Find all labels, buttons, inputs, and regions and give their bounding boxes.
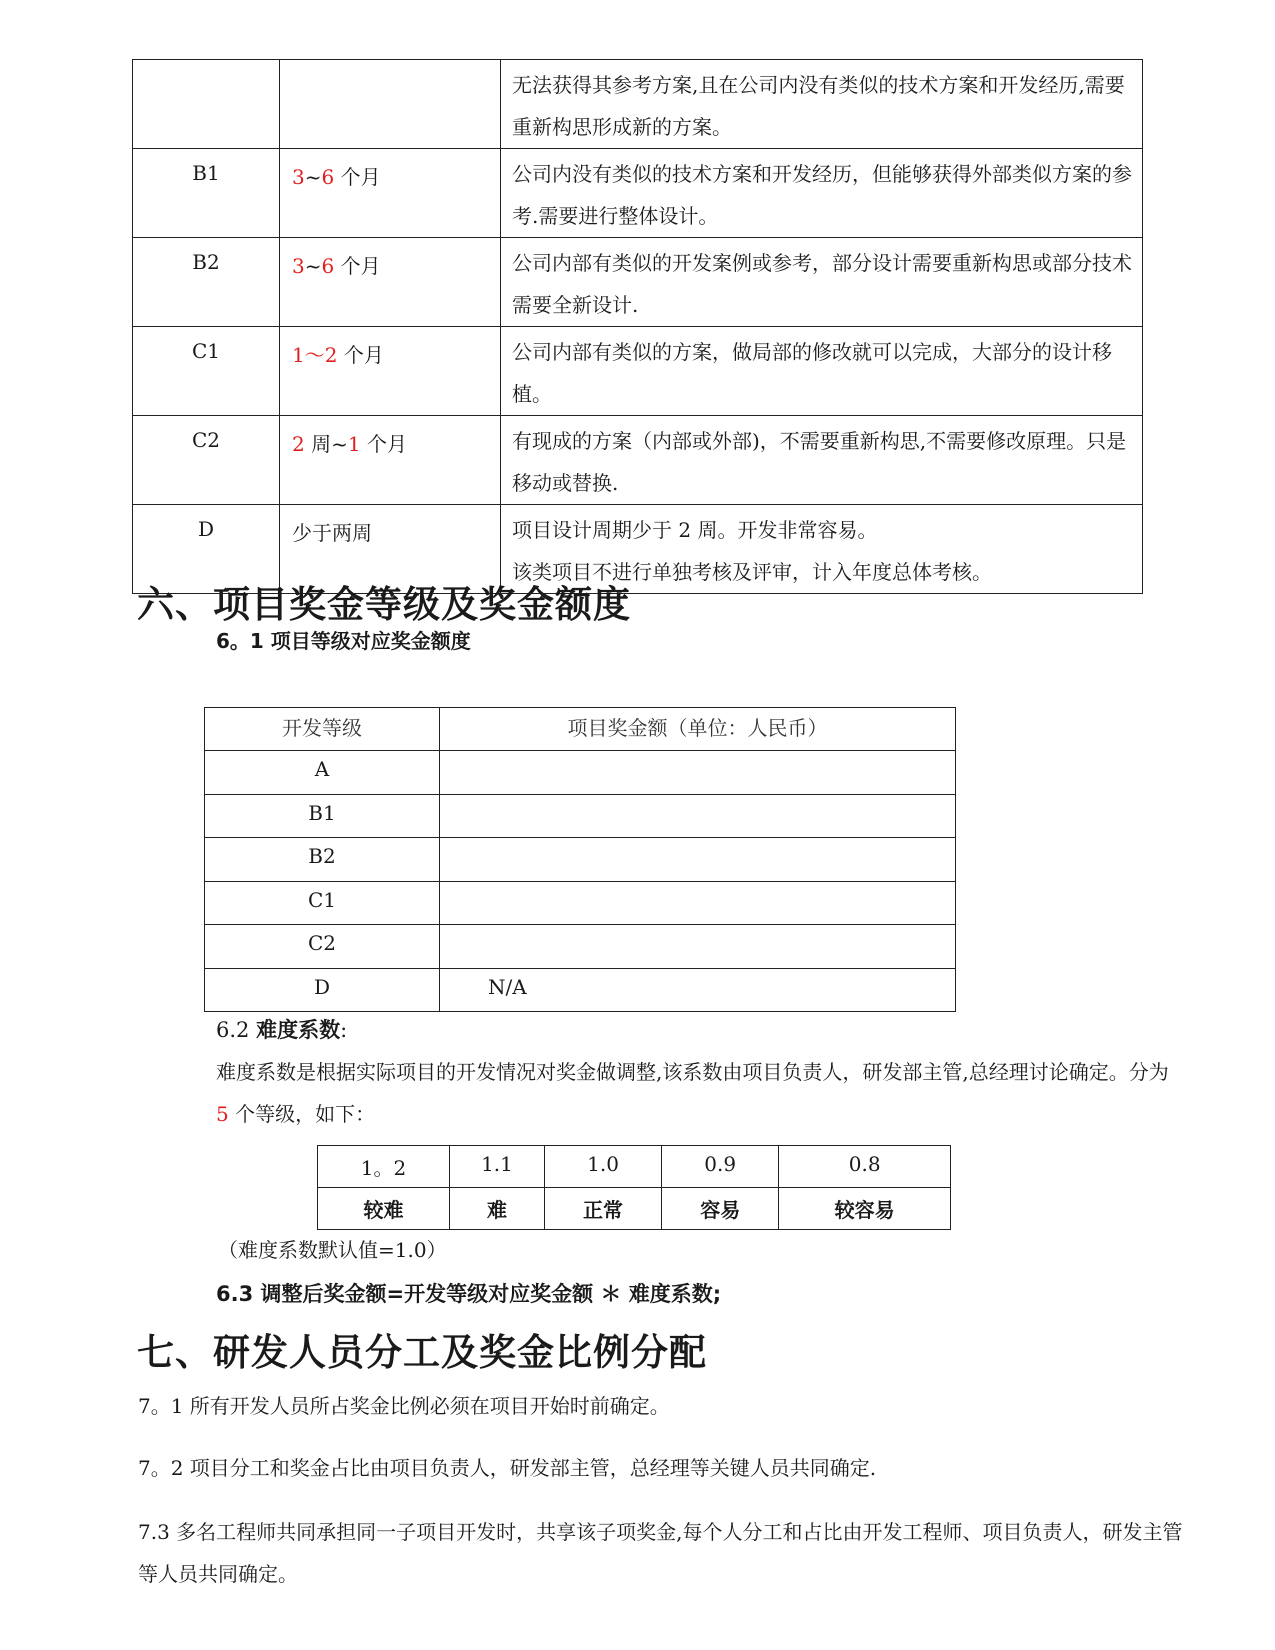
description-cell: 无法获得其参考方案,且在公司内没有类似的技术方案和开发经历,需要重新构思形成新的方案。 <box>501 60 1143 149</box>
paragraph-7-2: 7。2 项目分工和奖金占比由项目负责人，研发部主管，总经理等关键人员共同确定. <box>138 1456 877 1480</box>
coefficient-label: 正常 <box>544 1188 661 1230</box>
subsection-6-2-title <box>216 1014 347 1044</box>
period-end: 1 <box>347 432 361 456</box>
period-end: 2 <box>324 343 338 367</box>
grade-cell: B2 <box>205 838 440 882</box>
table-row <box>205 794 956 838</box>
level-count: 5 <box>216 1102 229 1126</box>
amount-cell: N/A <box>440 968 956 1012</box>
table-row <box>205 881 956 925</box>
coefficient-label: 容易 <box>662 1188 779 1230</box>
period-unit: 个月 <box>334 254 381 278</box>
coefficient-value: 1.1 <box>450 1146 545 1188</box>
coefficient-value: 0.9 <box>662 1146 779 1188</box>
difficulty-description <box>216 1051 1184 1135</box>
period-separator: 周~ <box>304 432 348 456</box>
period-start: 1 <box>292 343 305 367</box>
period-separator: ～ <box>304 343 325 367</box>
amount-cell <box>440 881 956 925</box>
period-separator: ~ <box>304 254 322 278</box>
description-cell: 公司内部有类似的开发案例或参考，部分设计需要重新构思或部分技术需要全新设计. <box>501 238 1143 327</box>
grade-cell: C2 <box>205 925 440 969</box>
column-header-amount: 项目奖金额（单位：人民币） <box>440 708 956 751</box>
subsection-colon: : <box>340 1018 348 1042</box>
level-cell <box>133 60 280 149</box>
period-unit: 个月 <box>360 432 407 456</box>
coefficient-value: 1。2 <box>318 1146 450 1188</box>
coefficient-label: 较难 <box>318 1188 450 1230</box>
period-unit: 个月 <box>334 165 381 189</box>
subsection-6-3-formula: 6.3 调整后奖金额=开发等级对应奖金额 ＊ 难度系数; <box>216 1282 722 1306</box>
period-separator: ~ <box>304 165 322 189</box>
period-unit: 个月 <box>337 343 384 367</box>
grade-cell: B1 <box>205 794 440 838</box>
period-cell <box>280 327 501 416</box>
level-cell: C1 <box>133 327 280 416</box>
level-cell: B1 <box>133 149 280 238</box>
period-end: 6 <box>321 254 335 278</box>
period-start: 2 <box>292 432 305 456</box>
table-header-row <box>205 708 956 751</box>
paragraph-7-1: 7。1 所有开发人员所占奖金比例必须在项目开始时前确定。 <box>138 1394 670 1418</box>
paragraph-text: 难度系数是根据实际项目的开发情况对奖金做调整,该系数由项目负责人，研发部主管,总经理讨论确定。分为 <box>216 1060 1169 1084</box>
section-6-heading: 六、项目奖金等级及奖金额度 <box>137 583 631 626</box>
difficulty-coefficient-table <box>317 1145 951 1230</box>
subsection-6-1-title: 6。1 项目等级对应奖金额度 <box>216 629 471 653</box>
level-cell: B2 <box>133 238 280 327</box>
grade-cell: A <box>205 751 440 795</box>
level-definition-table <box>132 59 1143 594</box>
period-cell <box>280 238 501 327</box>
period-cell <box>280 60 501 149</box>
grade-cell: C1 <box>205 881 440 925</box>
table-row <box>133 416 1143 505</box>
bonus-amount-table <box>204 707 956 1012</box>
coefficient-value: 0.8 <box>779 1146 951 1188</box>
paragraph-7-3: 7.3 多名工程师共同承担同一子项目开发时，共享该子项奖金,每个人分工和占比由开发工程师、项目负责人，研发主管等人员共同确定。 <box>138 1520 1183 1586</box>
subsection-title-text: 难度系数 <box>256 1018 341 1042</box>
paragraph-text: 个等级，如下： <box>228 1102 376 1126</box>
description-line: 该类项目不进行单独考核及评审，计入年度总体考核。 <box>512 560 992 584</box>
table-row <box>133 149 1143 238</box>
period-end: 6 <box>321 165 335 189</box>
grade-cell: D <box>205 968 440 1012</box>
table-row <box>205 968 956 1012</box>
table-row <box>133 238 1143 327</box>
period-cell <box>280 149 501 238</box>
column-header-grade: 开发等级 <box>205 708 440 751</box>
description-cell: 公司内部有类似的方案，做局部的修改就可以完成，大部分的设计移植。 <box>501 327 1143 416</box>
coefficient-label: 难 <box>450 1188 545 1230</box>
period-cell: 少于两周 <box>280 505 501 594</box>
description-cell: 公司内没有类似的技术方案和开发经历，但能够获得外部类似方案的参考.需要进行整体设计。 <box>501 149 1143 238</box>
table-row <box>205 925 956 969</box>
table-row <box>205 838 956 882</box>
amount-cell <box>440 838 956 882</box>
amount-cell <box>440 925 956 969</box>
coefficient-value-row <box>318 1146 951 1188</box>
section-7-heading: 七、研发人员分工及奖金比例分配 <box>137 1331 707 1374</box>
level-cell: D <box>133 505 280 594</box>
coefficient-label: 较容易 <box>779 1188 951 1230</box>
amount-cell <box>440 751 956 795</box>
amount-cell <box>440 794 956 838</box>
table-row <box>205 751 956 795</box>
table-row <box>133 60 1143 149</box>
table-row <box>133 327 1143 416</box>
description-cell: 有现成的方案（内部或外部)，不需要重新构思,不需要修改原理。只是移动或替换. <box>501 416 1143 505</box>
period-start: 3 <box>292 254 305 278</box>
default-coefficient-note: （难度系数默认值=1.0） <box>218 1238 447 1262</box>
description-line: 项目设计周期少于 2 周。开发非常容易。 <box>512 518 878 542</box>
coefficient-value: 1.0 <box>544 1146 661 1188</box>
period-start: 3 <box>292 165 305 189</box>
subsection-number: 6.2 <box>216 1018 257 1042</box>
level-cell: C2 <box>133 416 280 505</box>
period-cell <box>280 416 501 505</box>
coefficient-label-row <box>318 1188 951 1230</box>
